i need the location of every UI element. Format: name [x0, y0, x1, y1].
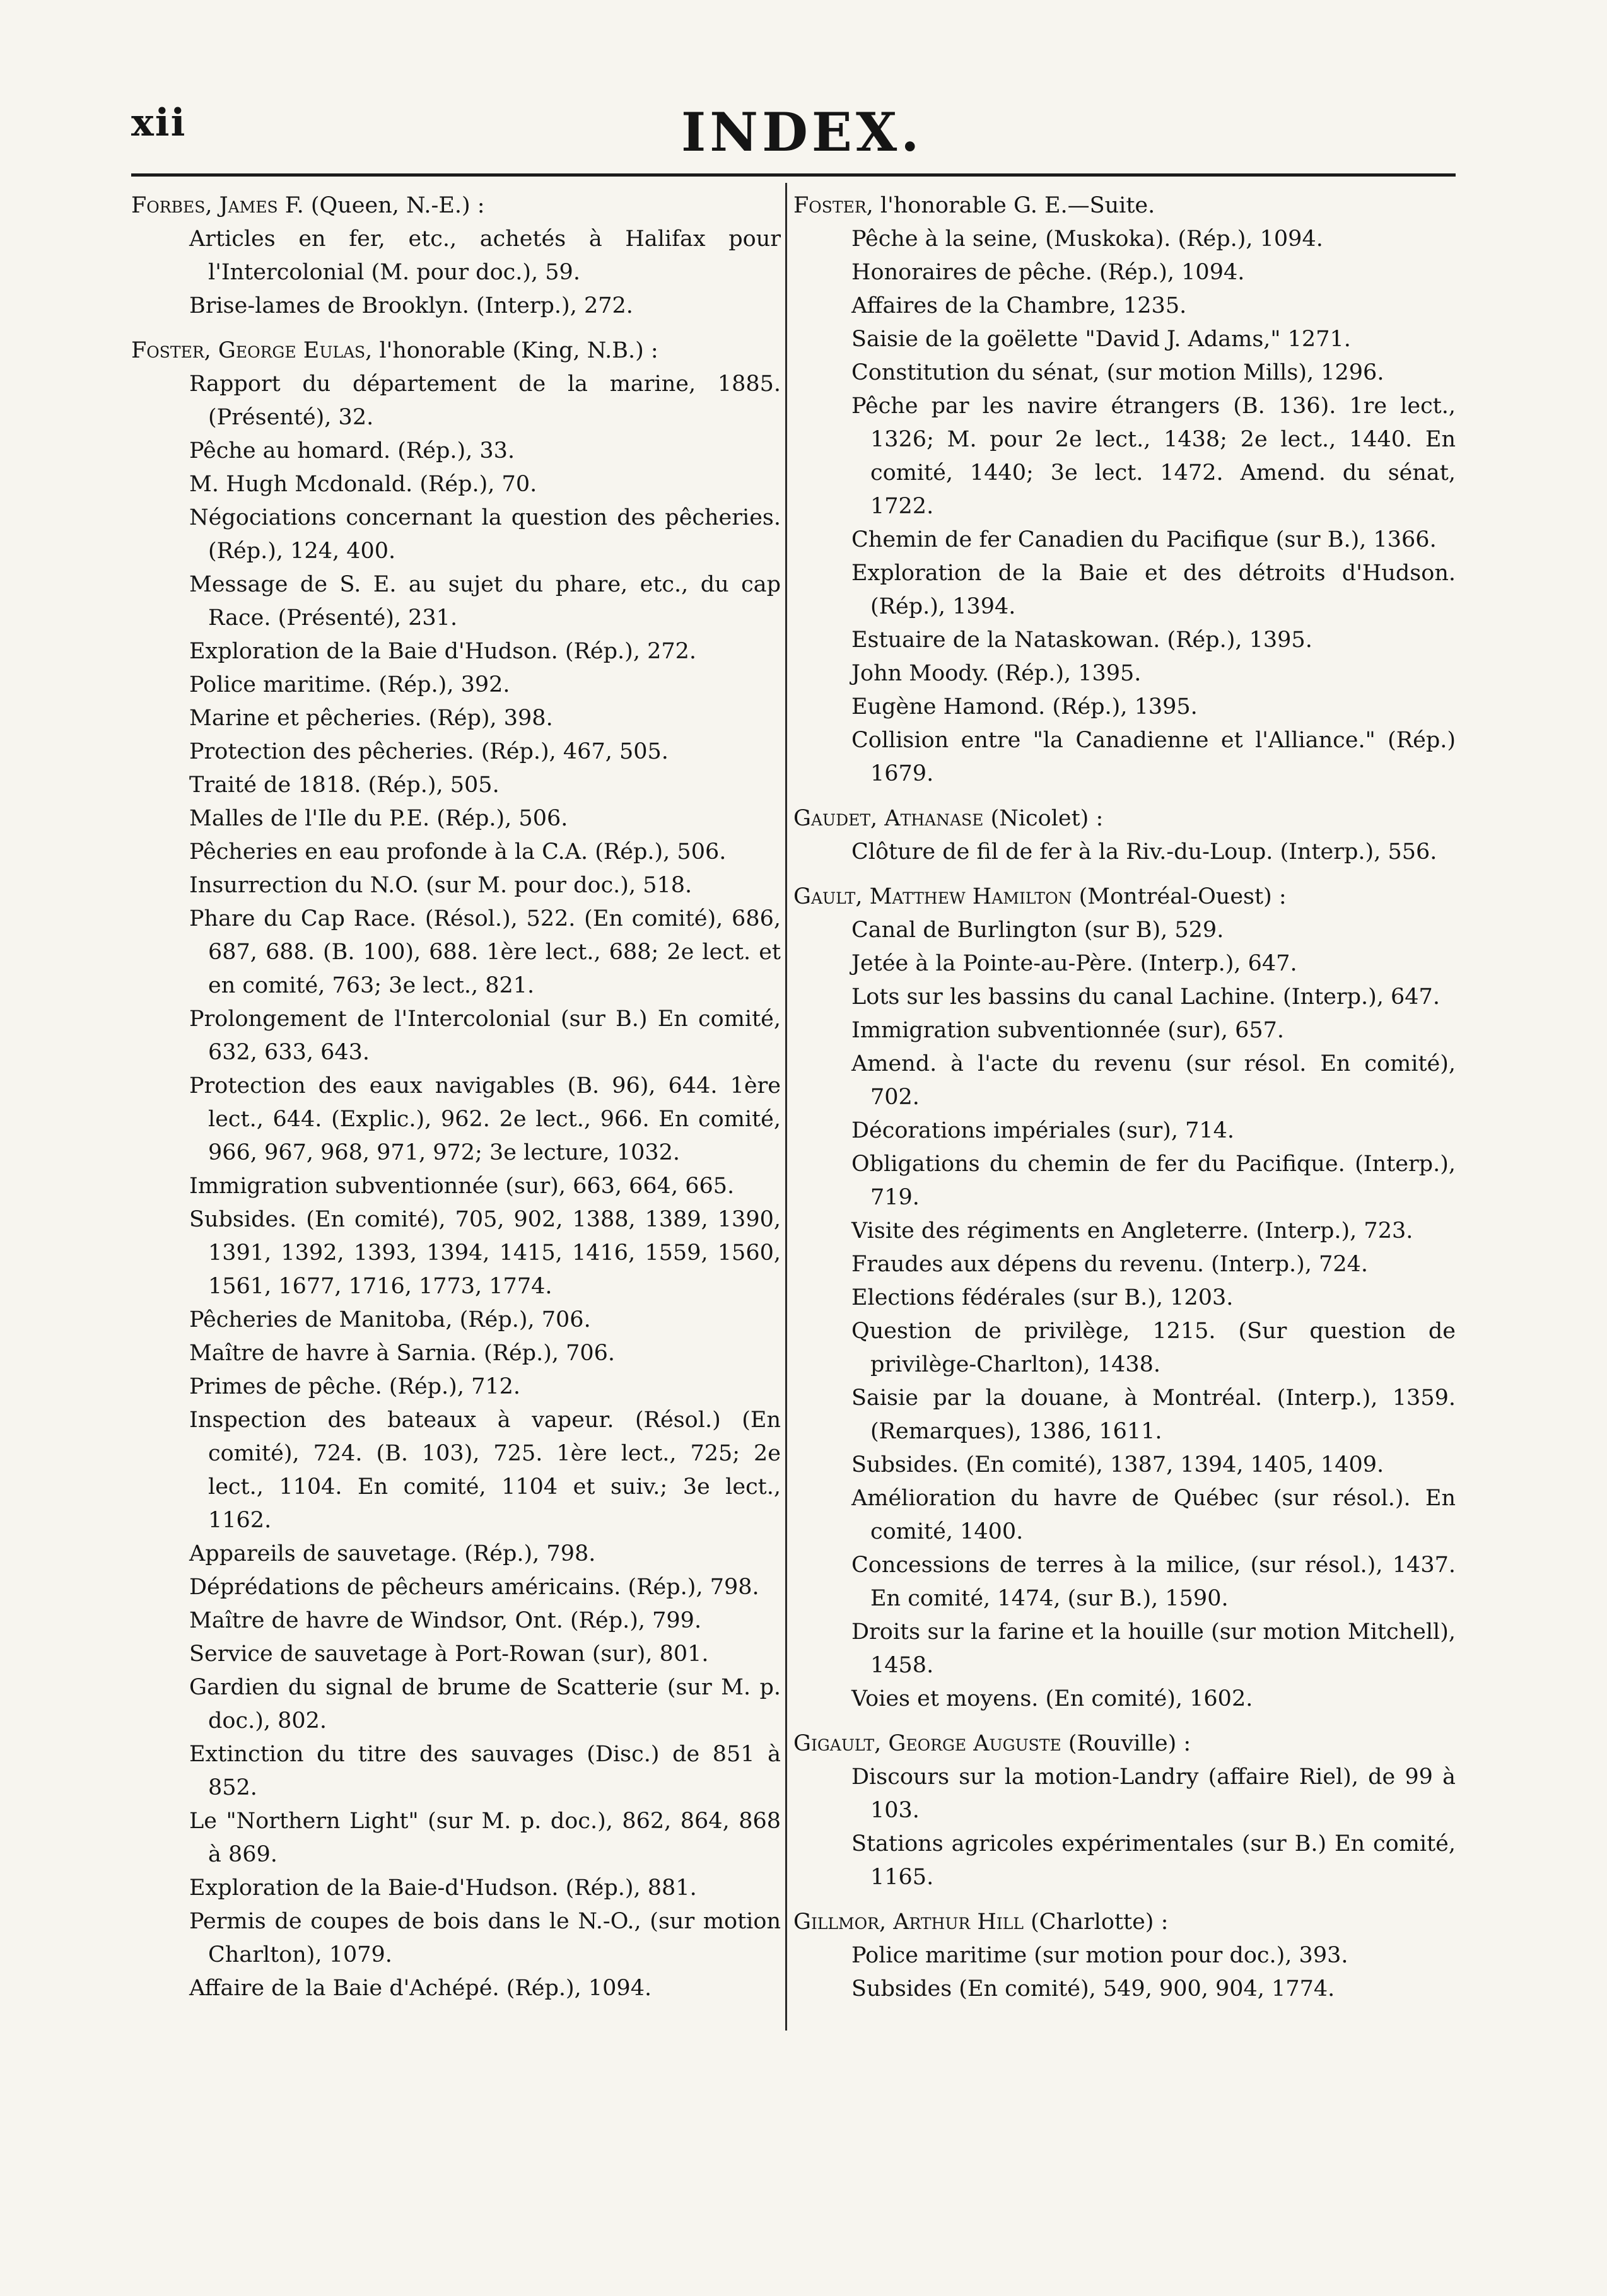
member-riding: (Montréal-Ouest) : — [1078, 884, 1287, 909]
member-name: Foster, George Eulas, — [131, 338, 373, 363]
index-item: Pêche au homard. (Rép.), 33. — [189, 438, 515, 463]
index-item: Extinction du titre des sauvages (Disc.) de 851 à 852. — [189, 1742, 781, 1800]
index-item: Articles en fer, etc., achetés à Halifax pour l'Intercolonial (M. pour doc.), 59. — [189, 226, 781, 285]
index-item: Saisie de la goëlette "David J. Adams," 1271. — [851, 327, 1351, 352]
index-entry — [131, 334, 781, 2005]
index-item: Police maritime. (Rép.), 392. — [189, 672, 510, 697]
index-item: John Moody. (Rép.), 1395. — [851, 661, 1142, 686]
index-item: Insurrection du N.O. (sur M. pour doc.), 518. — [189, 873, 692, 898]
index-item: Prolongement de l'Intercolonial (sur B.) En comité, 632, 633, 643. — [189, 1006, 781, 1065]
index-item: Négociations concernant la question des pêcheries. (Rép.), 124, 400. — [189, 505, 781, 564]
index-item: Saisie par la douane, à Montréal. (Interp.), 1359. (Remarques), 1386, 1611. — [851, 1385, 1456, 1444]
index-item: Exploration de la Baie d'Hudson. (Rép.), 272. — [189, 639, 697, 664]
member-riding: (Charlotte) : — [1031, 1909, 1169, 1935]
index-item: Immigration subventionnée (sur), 663, 664, 665. — [189, 1174, 735, 1199]
index-item: Pêcheries de Manitoba, (Rép.), 706. — [189, 1307, 591, 1332]
index-item: Inspection des bateaux à vapeur. (Résol.) (En comité), 724. (B. 103), 725. 1ère lect., 725; 2e lect., 1104. En comité, 1104 et suiv.; 3e lect., 1162. — [189, 1407, 781, 1533]
index-item: Droits sur la farine et la houille (sur motion Mitchell), 1458. — [851, 1619, 1456, 1678]
entry-heading — [793, 802, 1456, 836]
index-item: Message de S. E. au sujet du phare, etc., du cap Race. (Présenté), 231. — [189, 572, 781, 631]
index-item: Visite des régiments en Angleterre. (Interp.), 723. — [851, 1218, 1413, 1244]
member-riding: l'honorable G. E.—Suite. — [880, 193, 1155, 218]
entry-heading — [793, 1906, 1456, 1939]
member-name: Gault, Matthew Hamilton — [793, 884, 1072, 909]
index-item: Subsides. (En comité), 705, 902, 1388, 1389, 1390, 1391, 1392, 1393, 1394, 1415, 1416, 1559, 1560, 1561, 1677, 1716, 1773, 1774. — [189, 1207, 781, 1299]
index-item: Discours sur la motion-Landry (affaire Riel), de 99 à 103. — [851, 1764, 1456, 1823]
member-name: Gillmor, Arthur Hill — [793, 1909, 1024, 1935]
index-item: Traité de 1818. (Rép.), 505. — [189, 772, 500, 798]
index-item: Collision entre "la Canadienne et l'Alliance." (Rép.) 1679. — [851, 728, 1456, 786]
index-entry — [793, 189, 1456, 791]
right-column — [793, 189, 1456, 2017]
index-item: Elections fédérales (sur B.), 1203. — [851, 1285, 1234, 1310]
index-item: Lots sur les bassins du canal Lachine. (Interp.), 647. — [851, 984, 1440, 1010]
index-item: Exploration de la Baie et des détroits d'Hudson. (Rép.), 1394. — [851, 561, 1456, 619]
index-item: Jetée à la Pointe-au-Père. (Interp.), 647. — [851, 951, 1297, 976]
index-item: Protection des pêcheries. (Rép.), 467, 505. — [189, 739, 669, 764]
header-rule — [131, 173, 1456, 177]
index-item: Maître de havre à Sarnia. (Rép.), 706. — [189, 1341, 616, 1366]
index-item: Canal de Burlington (sur B), 529. — [851, 918, 1224, 943]
index-item: Déprédations de pêcheurs américains. (Rép.), 798. — [189, 1575, 759, 1600]
index-item: Fraudes aux dépens du revenu. (Interp.), 724. — [851, 1252, 1368, 1277]
index-item: Malles de l'Ile du P.E. (Rép.), 506. — [189, 806, 568, 831]
column-divider — [785, 183, 787, 2031]
member-riding: (Nicolet) : — [990, 806, 1104, 831]
index-item: Appareils de sauvetage. (Rép.), 798. — [189, 1541, 596, 1566]
index-item: Pêcheries en eau profonde à la C.A. (Rép.), 506. — [189, 839, 727, 865]
index-item: Rapport du département de la marine, 1885. (Présenté), 32. — [189, 371, 781, 430]
member-name: Forbes, James F. — [131, 193, 304, 218]
page-number: xii — [131, 101, 187, 145]
index-item: Marine et pêcheries. (Rép), 398. — [189, 706, 553, 731]
index-item: Affaire de la Baie d'Achépé. (Rép.), 1094. — [189, 1976, 652, 2001]
member-name: Gaudet, Athanase — [793, 806, 984, 831]
index-item: Pêche à la seine, (Muskoka). (Rép.), 1094. — [851, 226, 1323, 252]
left-column — [131, 189, 781, 2017]
index-entry — [793, 802, 1456, 869]
index-item: Police maritime (sur motion pour doc.), 393. — [851, 1943, 1348, 1968]
index-item: Concessions de terres à la milice, (sur résol.), 1437. En comité, 1474, (sur B.), 1590. — [851, 1553, 1456, 1611]
index-entry — [793, 880, 1456, 1716]
entry-heading — [793, 880, 1456, 914]
index-item: Gardien du signal de brume de Scatterie (sur M. p. doc.), 802. — [189, 1675, 781, 1734]
index-item: Immigration subventionnée (sur), 657. — [851, 1018, 1285, 1043]
entry-heading — [793, 1727, 1456, 1761]
member-riding: (Rouville) : — [1068, 1731, 1191, 1756]
index-item: Voies et moyens. (En comité), 1602. — [851, 1686, 1253, 1711]
index-item: Amélioration du havre de Québec (sur résol.). En comité, 1400. — [851, 1486, 1456, 1544]
index-item: Permis de coupes de bois dans le N.-O., (sur motion Charlton), 1079. — [189, 1909, 781, 1967]
index-item: Obligations du chemin de fer du Pacifique. (Interp.), 719. — [851, 1151, 1456, 1210]
index-item: Maître de havre de Windsor, Ont. (Rép.), 799. — [189, 1608, 702, 1633]
index-item: Service de sauvetage à Port-Rowan (sur), 801. — [189, 1641, 709, 1667]
index-item: Primes de pêche. (Rép.), 712. — [189, 1374, 521, 1399]
index-entry — [793, 1906, 1456, 2006]
entry-heading — [131, 189, 781, 223]
index-entry — [131, 189, 781, 323]
member-riding: (Queen, N.-E.) : — [310, 193, 485, 218]
entry-heading — [793, 189, 1456, 223]
index-item: Brise-lames de Brooklyn. (Interp.), 272. — [189, 293, 633, 318]
index-item: Question de privilège, 1215. (Sur question de privilège-Charlton), 1438. — [851, 1319, 1456, 1377]
index-item: Le "Northern Light" (sur M. p. doc.), 862, 864, 868 à 869. — [189, 1809, 781, 1867]
index-item: Clôture de fil de fer à la Riv.-du-Loup. (Interp.), 556. — [851, 839, 1437, 865]
index-item: Estuaire de la Nataskowan. (Rép.), 1395. — [851, 627, 1312, 653]
member-riding: l'honorable (King, N.B.) : — [379, 338, 658, 363]
index-item: Honoraires de pêche. (Rép.), 1094. — [851, 260, 1245, 285]
index-item: Subsides (En comité), 549, 900, 904, 1774. — [851, 1976, 1335, 2002]
index-item: Constitution du sénat, (sur motion Mills), 1296. — [851, 360, 1384, 385]
index-item: Exploration de la Baie-d'Hudson. (Rép.), 881. — [189, 1875, 697, 1901]
index-item: Eugène Hamond. (Rép.), 1395. — [851, 694, 1198, 720]
index-item: Subsides. (En comité), 1387, 1394, 1405, 1409. — [851, 1452, 1384, 1477]
index-item: Affaires de la Chambre, 1235. — [851, 293, 1187, 318]
index-item: M. Hugh Mcdonald. (Rép.), 70. — [189, 472, 537, 497]
index-item: Chemin de fer Canadien du Pacifique (sur B.), 1366. — [851, 527, 1437, 552]
page-title: INDEX. — [681, 101, 923, 163]
index-item: Pêche par les navire étrangers (B. 136). 1re lect., 1326; M. pour 2e lect., 1438; 2e lect., 1440. En comité, 1440; 3e lect. 1472. Amend. du sénat, 1722. — [851, 393, 1456, 519]
entry-heading — [131, 334, 781, 368]
index-item: Décorations impériales (sur), 714. — [851, 1118, 1235, 1143]
index-item: Amend. à l'acte du revenu (sur résol. En comité), 702. — [851, 1051, 1456, 1110]
index-item: Stations agricoles expérimentales (sur B.) En comité, 1165. — [851, 1831, 1456, 1890]
index-entry — [793, 1727, 1456, 1894]
index-item: Phare du Cap Race. (Résol.), 522. (En comité), 686, 687, 688. (B. 100), 688. 1ère lect., 688; 2e lect. et en comité, 763; 3e lect., 821. — [189, 906, 781, 998]
member-name: Gigault, George Auguste — [793, 1731, 1061, 1756]
member-name: Foster, — [793, 193, 874, 218]
index-item: Protection des eaux navigables (B. 96), 644. 1ère lect., 644. (Explic.), 962. 2e lect., 966. En comité, 966, 967, 968, 971, 972; 3e lecture, 1032. — [189, 1073, 781, 1165]
